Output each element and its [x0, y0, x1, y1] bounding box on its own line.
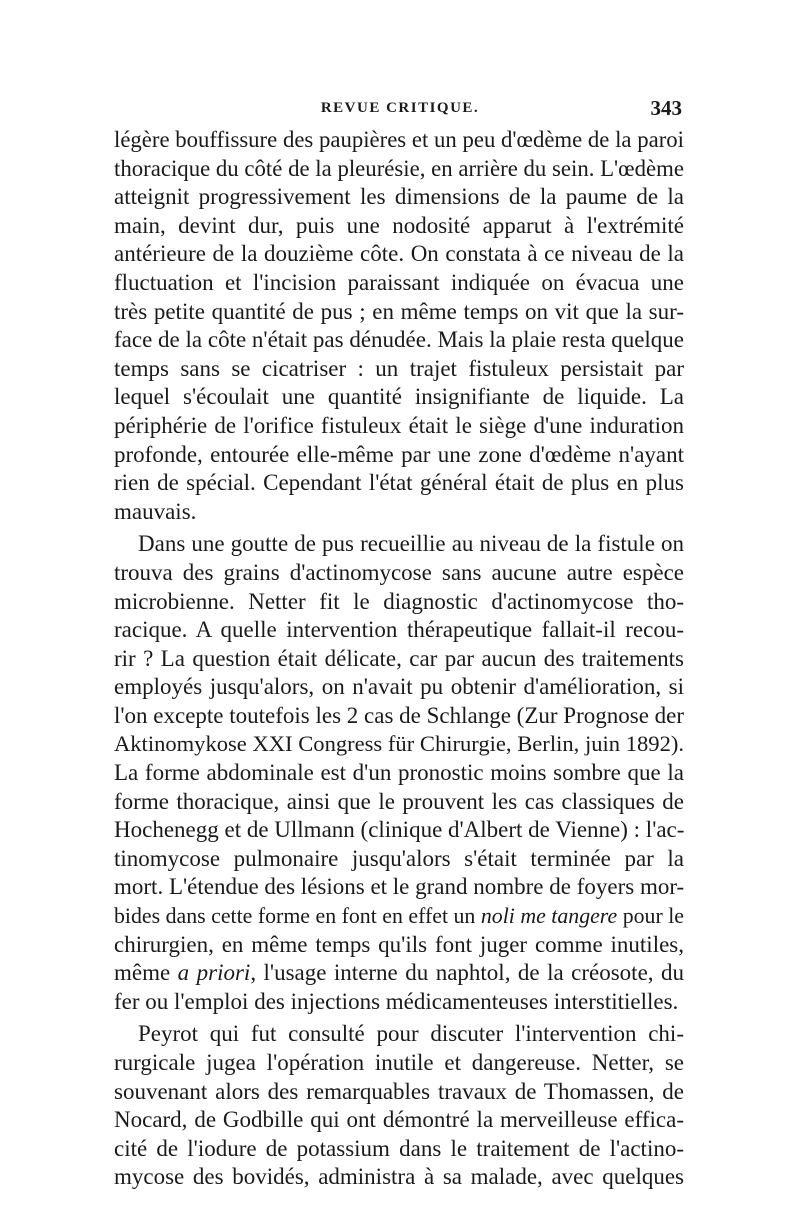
paragraph-end-line: mauvais.: [114, 498, 197, 524]
text-line: profonde, entourée elle-même par une zone d'œdème n'ayant: [114, 441, 684, 467]
text-line: main, devint dur, puis une nodosité apparut à l'extrémité: [114, 212, 684, 238]
text-line-with-italic: [114, 959, 684, 988]
text-line: rien de spécial. Cependant l'état général était de plus en plus: [114, 470, 684, 496]
body-text: [114, 126, 684, 1192]
text-line: employés jusqu'alors, on n'avait pu obtenir d'amélioration, si: [114, 674, 684, 700]
italic-phrase: noli me tangere: [480, 904, 618, 929]
text-line: rurgicale jugea l'opération inutile et dangereuse. Netter, se: [114, 1050, 684, 1075]
text-segment: même: [114, 960, 178, 986]
text-line: La forme abdominale est d'un pronostic moins sombre que la: [114, 760, 684, 786]
text-line: antérieure de la douzième côte. On constata à ce niveau de la: [114, 241, 684, 267]
running-title: REVUE CRITIQUE.: [320, 100, 480, 116]
text-line: chirurgien, en même temps qu'ils font juger comme inutiles,: [114, 931, 684, 957]
paragraph-start-line: Dans une goutte de pus recueillie au niveau de la fistule on: [138, 531, 684, 557]
text-line: mort. L'étendue des lésions et le grand nombre de foyers mor-: [114, 874, 685, 900]
text-line: l'on excepte toutefois les 2 cas de Schlange (Zur Prognose der: [114, 702, 685, 728]
text-segment: , l'usage interne du naphtol, de la créosote, du: [250, 960, 684, 986]
italic-phrase: a priori: [177, 960, 251, 986]
text-line: racique. A quelle intervention thérapeutique fallait-il recou-: [114, 617, 684, 643]
text-line: thoracique du côté de la pleurésie, en arrière du sein. L'œdème: [114, 155, 684, 181]
text-line: Hochenegg et de Ullmann (clinique d'Albert de Vienne) : l'ac-: [114, 817, 685, 843]
text-line: mycose des bovidés, administra à sa malade, avec quelques: [114, 1164, 684, 1190]
text-line: rir ? La question était délicate, car par aucun des traitements: [114, 645, 684, 671]
text-line: périphérie de l'orifice fistuleux était le siège d'une induration: [114, 412, 684, 438]
text-line: lequel s'écoulait une quantité insignifiante de liquide. La: [114, 384, 684, 410]
text-segment: bides dans cette forme en font en effet un: [114, 904, 481, 929]
text-line: microbienne. Netter fit le diagnostic d'actinomycose tho-: [114, 588, 684, 614]
text-segment: pour le: [617, 904, 684, 929]
text-line: souvenant alors des remarquables travaux de Thomassen, de: [114, 1078, 684, 1104]
paragraph-end-line: fer ou l'emploi des injections médicamenteuses interstitielles.: [114, 988, 679, 1014]
text-line: temps sans se cicatriser : un trajet fistuleux persistait par: [114, 355, 684, 381]
text-line: Nocard, de Godbille qui ont démontré la merveilleuse effica-: [114, 1107, 684, 1133]
text-line: légère bouffissure des paupières et un peu d'œdème de la paroi: [114, 127, 684, 152]
text-line: tinomycose pulmonaire jusqu'alors s'était terminée par la: [114, 845, 684, 871]
text-line: très petite quantité de pus ; en même temps on vit que la sur-: [114, 298, 684, 324]
text-line-with-italic: [114, 902, 684, 931]
text-line: cité de l'iodure de potassium dans le traitement de l'actino-: [114, 1135, 684, 1161]
page-header: [118, 96, 682, 120]
text-line: trouva des grains d'actinomycose sans aucune autre espèce: [114, 559, 684, 585]
paragraph-start-line: Peyrot qui fut consulté pour discuter l'intervention chi-: [138, 1021, 684, 1047]
text-line: fluctuation et l'incision paraissant indiquée on évacua une: [114, 269, 684, 295]
text-line: Aktinomykose XXI Congress für Chirurgie, Berlin, juin 1892).: [114, 731, 684, 757]
text-line: forme thoracique, ainsi que le prouvent les cas classiques de: [114, 788, 684, 814]
text-line: atteignit progressivement les dimensions de la paume de la: [114, 184, 684, 210]
text-line: face de la côte n'était pas dénudée. Mais la plaie resta quelque: [114, 327, 684, 353]
page-number: 343: [650, 96, 682, 120]
